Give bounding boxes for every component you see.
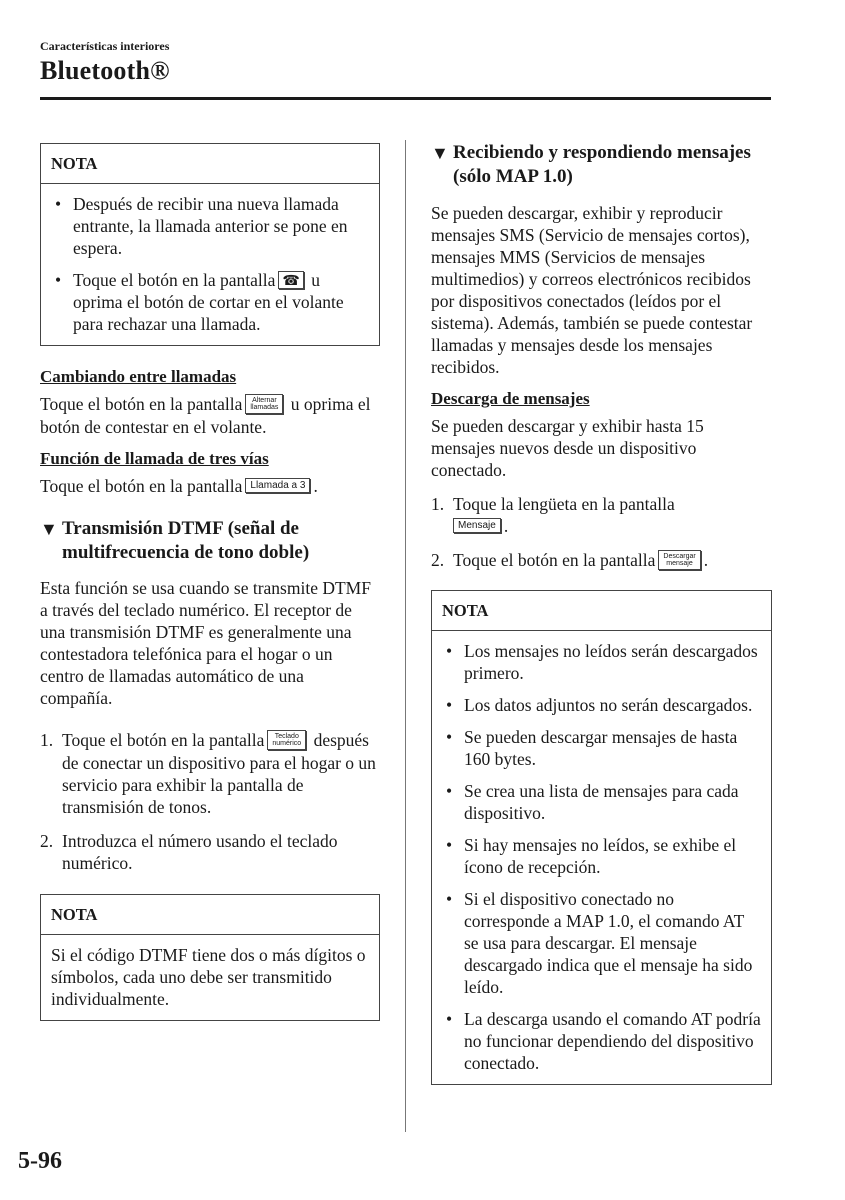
- nota-item: • La descarga usando el comando AT podría no funcionar dependiendo del dispositivo conectado.: [442, 1008, 761, 1074]
- nota-item: • Si hay mensajes no leídos, se exhibe el ícono de recepción.: [442, 834, 761, 878]
- triangle-marker-icon: ▼: [40, 518, 58, 539]
- step-item: 1. Toque el botón en la pantalla Teclado numérico después de conectar un dispositivo para el hogar o un servicio para exhibir la pantalla de transmisión de tonos.: [40, 729, 376, 817]
- paragraph-download: Se pueden descargar y exhibir hasta 15 mensajes nuevos desde un dispositivo conectado.: [431, 416, 704, 480]
- subheading-three-way: Función de llamada de tres vías: [40, 448, 269, 468]
- section-heading-dtmf: ▼ Transmisión DTMF (señal de multifrecuencia de tono doble): [40, 517, 310, 563]
- subheading-download: Descarga de mensajes: [431, 389, 590, 408]
- paragraph-receiving: Se pueden descargar, exhibir y reproducir mensajes SMS (Servicio de mensajes cortos), mensajes MMS (Servicios de mensajes multimedios) y correos electrónicos recibidos por dispositivos conectados (leídos por el sistema). Además, también se puede contestar llamadas y mensajes desde los mensajes recibidos.: [431, 203, 753, 377]
- title-rule: [40, 97, 771, 100]
- section-label: Características interiores: [40, 39, 170, 53]
- nota-heading: NOTA: [432, 591, 771, 631]
- step-item: 1. Toque la lengüeta en la pantalla Mensaje .: [431, 494, 675, 536]
- nota-box-calls: [40, 143, 380, 346]
- nota-heading: NOTA: [41, 895, 379, 935]
- nota-item: • Después de recibir una nueva llamada entrante, la llamada anterior se pone en espera.: [51, 193, 369, 259]
- nota-item: • Los mensajes no leídos serán descargados primero.: [442, 640, 761, 684]
- section-heading-receiving: ▼ Recibiendo y respondiendo mensajes (sólo MAP 1.0): [431, 142, 751, 187]
- step-item: 2. Introduzca el número usando el teclado numérico.: [40, 830, 338, 873]
- steps-download: [431, 493, 772, 572]
- nota-item: • Los datos adjuntos no serán descargados.: [442, 694, 761, 716]
- subheading-switch-calls: Cambiando entre llamadas: [40, 367, 237, 386]
- nota-item: • Se pueden descargar mensajes de hasta 160 bytes.: [442, 726, 761, 770]
- nota-box-dtmf: [40, 894, 380, 1021]
- nota-box-messages: [431, 590, 772, 1085]
- mensaje-tab: Mensaje: [453, 518, 501, 533]
- nota-item: • Si el dispositivo conectado no corresponde a MAP 1.0, el comando AT se usa para descargar. El mensaje descargado indica que el mensaje ha sido leído.: [442, 888, 761, 998]
- page-title: Bluetooth®: [40, 56, 170, 85]
- paragraph-three-way: Toque el botón en la pantalla Llamada a 3 .: [40, 475, 318, 496]
- right-column: [431, 141, 772, 1085]
- descargar-mensaje-button: Descargar mensaje: [658, 550, 700, 570]
- page-number: 5-96: [18, 1148, 62, 1174]
- nota-text: Si el código DTMF tiene dos o más dígitos o símbolos, cada uno debe ser transmitido individualmente.: [51, 944, 366, 1009]
- teclado-numerico-button: Teclado numérico: [267, 730, 306, 750]
- nota-item: • Se crea una lista de mensajes para cada dispositivo.: [442, 780, 761, 824]
- paragraph-dtmf-intro: Esta función se usa cuando se transmite DTMF a través del teclado numérico. El receptor de una transmisión DTMF es generalmente una contestadora telefónica para el hogar o un centro de llamadas automático de una compañía.: [40, 577, 371, 708]
- nota-heading: NOTA: [41, 144, 379, 184]
- step-item: 2. Toque el botón en la pantalla Descargar mensaje .: [431, 550, 709, 570]
- steps-dtmf: [40, 729, 380, 874]
- nota-item: • Toque el botón en la pantalla ☎ u oprima el botón de cortar en el volante para rechazar una llamada.: [51, 269, 369, 335]
- llamada-a-3-button: Llamada a 3: [245, 478, 310, 493]
- alternar-llamadas-button: Alternar llamadas: [245, 394, 283, 414]
- triangle-marker-icon: ▼: [431, 143, 449, 163]
- paragraph-switch-calls: Toque el botón en la pantalla Alternar llamadas u oprima el botón de contestar en el volante.: [40, 394, 371, 437]
- left-column: [40, 143, 380, 1021]
- column-divider: [405, 140, 406, 1132]
- phone-icon: ☎: [278, 271, 303, 289]
